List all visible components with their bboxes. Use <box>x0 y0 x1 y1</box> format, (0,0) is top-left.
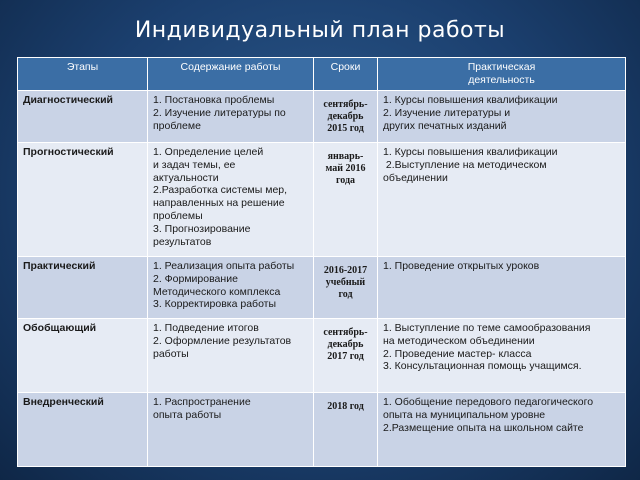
table-row <box>18 393 626 467</box>
content-cell: 1. Реализация опыта работы 2. Формирование Методического комплекса 3. Корректировка работы <box>148 257 314 319</box>
practice-cell: 1. Обобщение передового педагогического опыта на муниципальном уровне 2.Размещение опыта на школьном сайте <box>378 393 626 467</box>
content-cell: 1. Определение целей и задач темы, ее актуальности 2.Разработка системы мер, направленных на решение проблемы 3. Прогнозирование результатов <box>148 143 314 257</box>
header-content: Содержание работы <box>148 58 314 91</box>
header-practice: Практическая деятельность <box>378 58 626 91</box>
terms-cell: 2018 год <box>314 393 378 467</box>
header-terms: Сроки <box>314 58 378 91</box>
work-plan-table <box>17 57 626 467</box>
terms-cell: январь- май 2016 года <box>314 143 378 257</box>
table-row <box>18 143 626 257</box>
content-cell: 1. Постановка проблемы 2. Изучение литературы по проблеме <box>148 91 314 143</box>
practice-cell: 1. Проведение открытых уроков <box>378 257 626 319</box>
terms-cell: 2016-2017 учебный год <box>314 257 378 319</box>
practice-cell: 1. Курсы повышения квалификации 2. Изучение литературы и других печатных изданий <box>378 91 626 143</box>
stage-cell: Внедренческий <box>18 393 148 467</box>
practice-cell: 1. Курсы повышения квалификации 2.Выступление на методическом объединении <box>378 143 626 257</box>
table-header-row <box>18 58 626 91</box>
stage-cell: Обобщающий <box>18 319 148 393</box>
header-stages: Этапы <box>18 58 148 91</box>
content-cell: 1. Подведение итогов 2. Оформление результатов работы <box>148 319 314 393</box>
stage-cell: Прогностический <box>18 143 148 257</box>
table-row <box>18 319 626 393</box>
practice-cell: 1. Выступление по теме самообразования на методическом объединении 2. Проведение мастер- класса 3. Консультационная помощь учащимся. <box>378 319 626 393</box>
table-row <box>18 91 626 143</box>
terms-cell: сентябрь- декабрь 2015 год <box>314 91 378 143</box>
terms-cell: сентябрь- декабрь 2017 год <box>314 319 378 393</box>
table-row <box>18 257 626 319</box>
stage-cell: Диагностический <box>18 91 148 143</box>
content-cell: 1. Распространение опыта работы <box>148 393 314 467</box>
stage-cell: Практический <box>18 257 148 319</box>
page-title: Индивидуальный план работы <box>134 18 506 43</box>
